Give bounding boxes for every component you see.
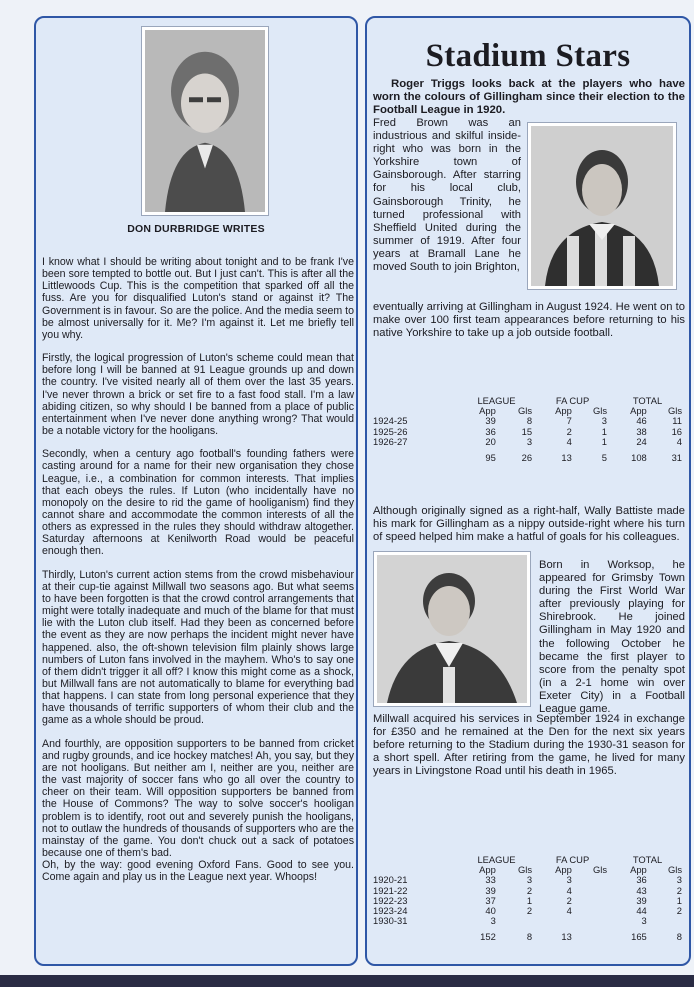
intro-text: Roger Triggs looks back at the players who have worn the colours of Gillingham since their election to the Football League in 1920.: [373, 78, 685, 116]
page-edge: [0, 975, 694, 987]
table-row: 1920-21 33 3 3 36 3: [373, 874, 682, 886]
page-title: Stadium Stars: [425, 38, 631, 74]
editorial-paragraph: I know what I should be writing about tonight and to be frank I've been sore tempted to bottle out. But I just can't. This is after all the Littlewoods Cup. This is the competition that sparked off all the fuss. Are you for disqualified Luton's stand or against it? The Government is in favour. So are the police. And the media seem to be almost universally for it. Me? I'm against it. Let me briefly tell you why.: [42, 256, 354, 341]
editorial-text: [42, 256, 354, 895]
col-gls: Gls: [592, 864, 607, 876]
player2-lead-text: Although originally signed as a right-half, Wally Battiste made his mark for Gillingham as a nippy outside-right where his turn of speed helped him make a hatful of goals for his colleagues.: [373, 505, 685, 544]
col-app: App: [479, 864, 496, 876]
stadium-stars-panel: [365, 16, 691, 966]
editorial-panel: [34, 16, 358, 966]
player2-stats-table: [373, 855, 685, 943]
col-gls: Gls: [667, 405, 682, 417]
player2-photo: [373, 551, 531, 707]
facup-header: FA CUP: [555, 395, 590, 406]
totals-row: 152 8 13 165 8: [480, 931, 682, 943]
league-header: LEAGUE: [477, 854, 516, 865]
player1-text-continued: eventually arriving at Gillingham in August 1924. He went on to make over 100 first team appearances before returning to his native Yorkshire to take up a job outside football.: [373, 301, 685, 340]
table-row: 1923-24 40 2 4 44 2: [373, 905, 682, 917]
table-row: 1930-31 3 3: [373, 915, 647, 927]
table-row: 1924-25 39 8 7 3 46 11: [373, 415, 682, 427]
table-row: 1925-26 36 15 2 1 38 16: [373, 425, 682, 437]
col-app: App: [555, 864, 572, 876]
table-row: 1926-27 20 3 4 1 24 4: [373, 435, 682, 447]
player1-photo: [527, 122, 677, 290]
editorial-paragraph: Oh, by the way: good evening Oxford Fans. Good to see you. Come again and play us in the League next year. Whoops!: [42, 859, 354, 884]
byline: DON DURBRIDGE WRITES: [127, 223, 265, 235]
totals-row: 95 26 13 5 108 31: [485, 452, 682, 464]
editorial-paragraph: And fourthly, are opposition supporters to be banned from cricket and rugby grounds, and ice hockey matches! Ah, you say, but they are not hooligans. But neither am I, neither are you, neither are the vast majority of soccer fans who go all over the country to cheer on their team. Will opposition supporters be banned from the House of Commons? The way to solve soccer's hooligan problem is to identify, root out and severely punish the hooligans, not to outlaw the hundreds of thousands of supporters who are the mainstay of the game. You don't chuck out a sack of potatoes because one of them's bad.: [42, 737, 354, 860]
col-app: App: [630, 405, 647, 417]
player2-text: Born in Worksop, he appeared for Grimsby Town during the First World War after previously playing for Shirebrook. He joined Gillingham in May 1920 and the following October he became the first player to score from the penalty spot (in a 2-1 home win over Exeter City) in a Football League game.: [539, 559, 685, 716]
player1-stats-table: [373, 396, 685, 463]
editorial-paragraph: Thirdly, Luton's current action stems from the crowd misbehaviour at their cup-tie against Millwall two seasons ago. But what seems to have been forgotten is that the crowd control arrangements that might were totally inadequate and much of the blame for that must lie with the Luton club itself. Had they been as concerned before the event as they are now perhaps the incident might never have happened. also, the oft-shown television film plainly shows large numbers of Luton fans involved in the mayhem. Who's to say one of them didn't trigger it all off? I know this might come as a shock, but Millwall fans are not automatically to blame for everything bad that happens. I can state from long personal experience that they have thousands of terrific supporters of whom their club and the game as a whole should be proud.: [42, 568, 354, 727]
league-header: LEAGUE: [477, 395, 516, 406]
col-gls: Gls: [667, 864, 682, 876]
editorial-paragraph: Firstly, the logical progression of Luton's scheme could mean that before long I will be banned at 91 League grounds up and down the country. I've visited nearly all of them over the last 35 years. I've never thrown a brick or set fire to a fast food stall. I'm a law abiding citizen, so why should I be banned from a place of public entertainment when I've never done anything wrong? That would be a notable victory for the hooligans.: [42, 352, 354, 438]
col-gls: Gls: [518, 405, 533, 417]
col-app: App: [630, 864, 647, 876]
total-header: TOTAL: [632, 395, 663, 406]
table-row: 1921-22 39 2 4 43 2: [373, 884, 682, 896]
player2-text-continued: Millwall acquired his services in September 1924 in exchange for £350 and he remained at the Den for the next six years before returning to the Stadium during the 1930-31 season for a short spell. After retiring from the game, he lived for many years in Livingstone Road until his death in 1965.: [373, 713, 685, 778]
col-gls: Gls: [592, 405, 607, 417]
facup-header: FA CUP: [555, 854, 590, 865]
table-row: 1922-23 37 1 2 39 1: [373, 894, 682, 906]
player1-text: Fred Brown was an industrious and skilful inside-right who was born in the Yorkshire town of Gainsborough. After starring for his local club, Gainsborough Trinity, he turned professional with Sheffield United during the summer of 1919. After four years at Bramall Lane he moved South to join Brighton,: [373, 117, 521, 274]
editorial-paragraph: Secondly, when a century ago football's founding fathers were casting around for a name for their new organisation they chose League, i.e., a combination for common interests. That implies that each obeys the rules. If Luton (who incidentally have no monopoly on the desire to rid the game of hooliganism) find they cannot share and accommodate the common interests of all the others as expressed in the rules they should withdraw altogether. Saturday afternoons at Kenilworth Road would be peaceful enough then.: [42, 448, 354, 558]
author-portrait: [141, 26, 269, 216]
col-app: App: [479, 405, 496, 417]
total-header: TOTAL: [632, 854, 663, 865]
col-gls: Gls: [518, 864, 533, 876]
col-app: App: [555, 405, 572, 417]
